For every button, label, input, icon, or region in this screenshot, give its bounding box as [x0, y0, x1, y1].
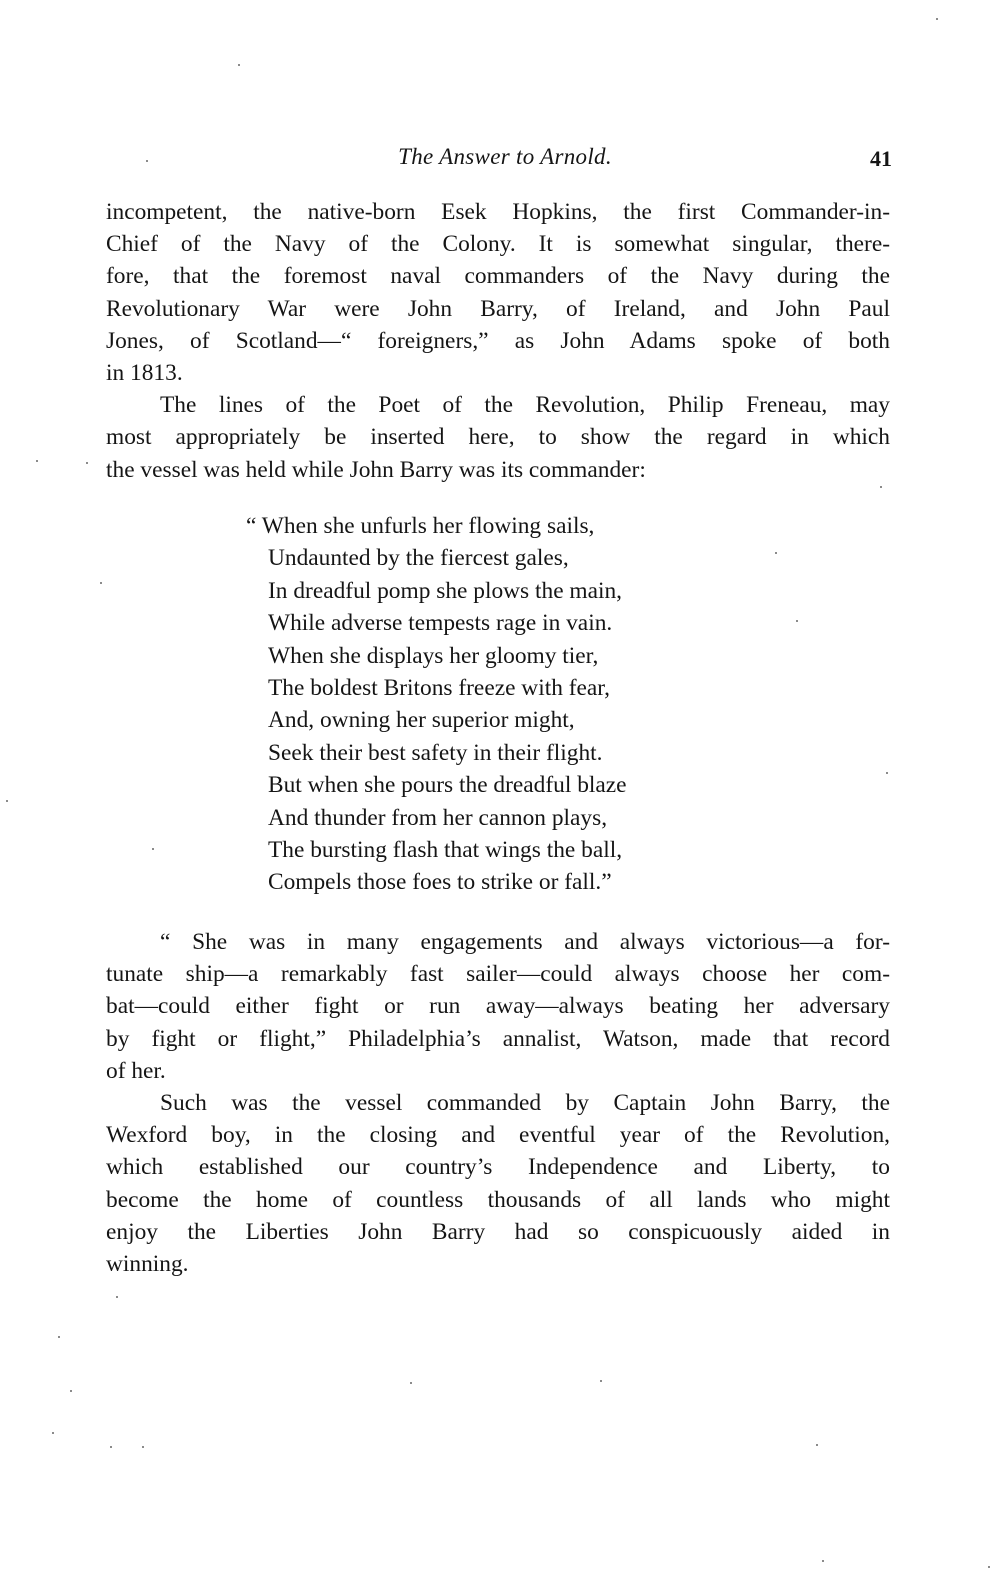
scan-speck	[886, 772, 888, 774]
scan-speck	[146, 160, 148, 162]
scan-speck	[142, 1446, 144, 1448]
paragraph-line: in 1813.	[106, 360, 183, 387]
scan-speck	[58, 1336, 60, 1338]
scan-speck	[816, 1444, 818, 1446]
scan-speck	[880, 486, 882, 488]
poem-line: The bursting flash that wings the ball,	[268, 837, 623, 864]
scan-speck	[238, 64, 240, 66]
paragraph-line: incompetent, the native-born Esek Hopkins, the first Commander-in-	[106, 199, 890, 225]
paragraph-line: Jones, of Scotland—“ foreigners,” as John Adams spoke of both	[106, 327, 890, 354]
poem-line: “ When she unfurls her flowing sails,	[246, 513, 595, 539]
paragraph-line: which established our country’s Independence and Liberty, to	[106, 1154, 890, 1181]
poem-line: But when she pours the dreadful blaze	[268, 772, 627, 799]
scan-speck	[936, 18, 938, 20]
paragraph-1	[106, 196, 890, 389]
poem-line: Compels those foes to strike or fall.”	[268, 869, 612, 896]
paragraph-line: winning.	[106, 1251, 189, 1278]
paragraph-line: become the home of countless thousands of all lands who might	[106, 1186, 890, 1213]
paragraph-line: The lines of the Poet of the Revolution, Philip Freneau, may	[160, 392, 890, 419]
paragraph-4	[106, 1087, 890, 1280]
scan-speck	[775, 552, 777, 554]
body-text-top	[106, 196, 890, 486]
running-head	[106, 144, 892, 176]
scan-speck	[86, 462, 88, 464]
paragraph-line: bat—could either fight or run away—always beating her adversary	[106, 993, 890, 1020]
poem-line: When she displays her gloomy tier,	[268, 642, 599, 669]
scan-speck	[100, 582, 102, 584]
paragraph-line: tunate ship—a remarkably fast sailer—could always choose her com-	[106, 961, 890, 988]
scan-speck	[600, 1380, 602, 1382]
scan-speck	[36, 460, 38, 462]
scan-speck	[988, 1566, 990, 1568]
paragraph-line: the vessel was held while John Barry was its commander:	[106, 456, 646, 483]
poem-line: And thunder from her cannon plays,	[268, 804, 608, 831]
scan-speck	[822, 1560, 824, 1562]
poem-line: Undaunted by the fiercest gales,	[268, 545, 569, 572]
paragraph-line: Chief of the Navy of the Colony. It is somewhat singular, there-	[106, 231, 890, 258]
paragraph-line: Revolutionary War were John Barry, of Ireland, and John Paul	[106, 295, 890, 322]
poem-line: The boldest Britons freeze with fear,	[268, 675, 610, 702]
paragraph-2	[106, 389, 890, 486]
scan-speck	[110, 1446, 112, 1448]
scan-speck	[410, 1382, 412, 1384]
paragraph-line: Such was the vessel commanded by Captain John Barry, the	[160, 1090, 890, 1117]
paragraph-line: Wexford boy, in the closing and eventful year of the Revolution,	[106, 1122, 890, 1149]
scan-speck	[796, 620, 798, 622]
poem-line: Seek their best safety in their flight.	[268, 739, 603, 766]
paragraph-3	[106, 926, 890, 1087]
poem-line: While adverse tempests rage in vain.	[268, 610, 613, 637]
scan-speck	[52, 1432, 54, 1434]
paragraph-line: fore, that the foremost naval commanders of the Navy during the	[106, 263, 890, 290]
scan-speck	[152, 848, 154, 850]
scan-speck	[116, 1296, 118, 1298]
scan-speck	[6, 800, 8, 802]
paragraph-line: most appropriately be inserted here, to show the regard in which	[106, 424, 890, 451]
scan-speck	[70, 1390, 72, 1392]
paragraph-line: “ She was in many engagements and always victorious—a for-	[160, 929, 890, 955]
poem-block	[246, 510, 627, 899]
paragraph-line: enjoy the Liberties John Barry had so conspicuously aided in	[106, 1218, 890, 1245]
poem-line: In dreadful pomp she plows the main,	[268, 577, 623, 604]
page-number: 41	[870, 146, 892, 171]
running-title: The Answer to Arnold.	[398, 144, 612, 169]
poem-line: And, owning her superior might,	[268, 707, 575, 734]
paragraph-line: by fight or flight,” Philadelphia’s annalist, Watson, made that record	[106, 1025, 890, 1052]
paragraph-line: of her.	[106, 1057, 166, 1084]
body-text-bottom	[106, 926, 890, 1280]
